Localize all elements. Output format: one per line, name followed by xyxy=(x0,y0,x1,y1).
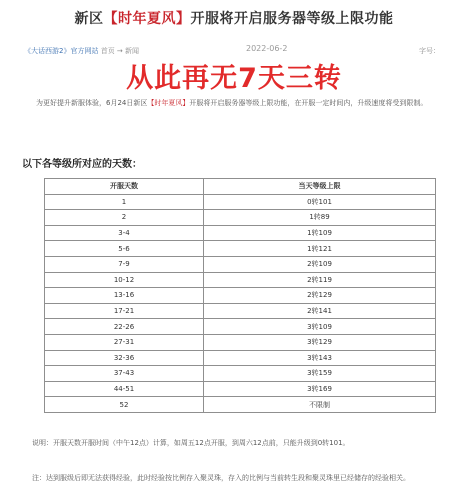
cell-days: 32-36 xyxy=(45,350,204,366)
table-row xyxy=(45,241,436,257)
table-row xyxy=(45,288,436,304)
cell-days: 37-43 xyxy=(45,366,204,382)
cell-days: 5-6 xyxy=(45,241,204,257)
note-footnote: 注：达到服级后即无法获得经验，此时经验按比例存入聚灵珠，存入的比例与当前转生段和聚灵珠里已经储存的经验相关。 xyxy=(32,474,410,482)
title-suffix: 开服将开启服务器等级上限功能 xyxy=(190,11,394,27)
watermark-caption: 从此再无7天三转 xyxy=(126,63,342,94)
header-open-days: 开服天数 xyxy=(45,179,204,195)
cell-days: 27-31 xyxy=(45,334,204,350)
cell-level-cap: 不限制 xyxy=(204,397,436,413)
publish-date: 2022-06-2 xyxy=(246,44,288,53)
table-row xyxy=(45,366,436,382)
table-row xyxy=(45,256,436,272)
header-level-cap: 当天等级上限 xyxy=(204,179,436,195)
table-row xyxy=(45,334,436,350)
intro-text-part2: 开服将开启服务器等级上限功能，在开服一定时间内，升级速度将受到限制。 xyxy=(189,99,428,107)
intro-text-part1: 为更好提升新服体验，6月24日新区 xyxy=(36,99,148,107)
table-row xyxy=(45,397,436,413)
title-prefix: 新区 xyxy=(74,11,104,27)
breadcrumb-path[interactable]: 首页 → 新闻 xyxy=(100,47,140,55)
cell-days: 7-9 xyxy=(45,256,204,272)
cell-days: 2 xyxy=(45,210,204,226)
table-row xyxy=(45,225,436,241)
breadcrumb xyxy=(24,46,139,56)
cell-level-cap: 1转121 xyxy=(204,241,436,257)
cell-level-cap: 1转109 xyxy=(204,225,436,241)
intro-paragraph xyxy=(22,96,452,110)
title-server-name: 【时年夏风】 xyxy=(103,11,191,27)
cell-level-cap: 2转129 xyxy=(204,288,436,304)
cell-days: 13-16 xyxy=(45,288,204,304)
cell-level-cap: 0转101 xyxy=(204,194,436,210)
cell-days: 17-21 xyxy=(45,303,204,319)
breadcrumb-source-link[interactable]: 《大话西游2》官方网站 xyxy=(24,47,99,55)
cell-days: 1 xyxy=(45,194,204,210)
table-header-row xyxy=(45,179,436,195)
cell-level-cap: 2转141 xyxy=(204,303,436,319)
cell-days: 3-4 xyxy=(45,225,204,241)
table-row xyxy=(45,272,436,288)
article-title xyxy=(0,8,468,28)
cell-level-cap: 3转169 xyxy=(204,381,436,397)
cell-level-cap: 3转129 xyxy=(204,334,436,350)
table-row xyxy=(45,194,436,210)
cell-level-cap: 2转119 xyxy=(204,272,436,288)
table-row xyxy=(45,210,436,226)
table-row xyxy=(45,319,436,335)
cell-level-cap: 2转109 xyxy=(204,256,436,272)
cell-level-cap: 3转109 xyxy=(204,319,436,335)
section-heading: 以下各等级所对应的天数： xyxy=(22,159,142,170)
level-cap-table xyxy=(44,178,436,413)
cell-days: 22-26 xyxy=(45,319,204,335)
cell-level-cap: 3转159 xyxy=(204,366,436,382)
cell-days: 10-12 xyxy=(45,272,204,288)
cell-level-cap: 3转143 xyxy=(204,350,436,366)
intro-server-name: 【时年夏风】 xyxy=(147,99,190,107)
cell-days: 52 xyxy=(45,397,204,413)
cell-level-cap: 1转89 xyxy=(204,210,436,226)
table-row xyxy=(45,381,436,397)
font-size-control[interactable]: 字号： xyxy=(419,47,440,55)
table-row xyxy=(45,303,436,319)
cell-days: 44-51 xyxy=(45,381,204,397)
note-explanation: 说明：开服天数开服时间（中午12点）计算，如周五12点开服，到周六12点前，只能升级到0转101。 xyxy=(32,439,350,447)
table-row xyxy=(45,350,436,366)
